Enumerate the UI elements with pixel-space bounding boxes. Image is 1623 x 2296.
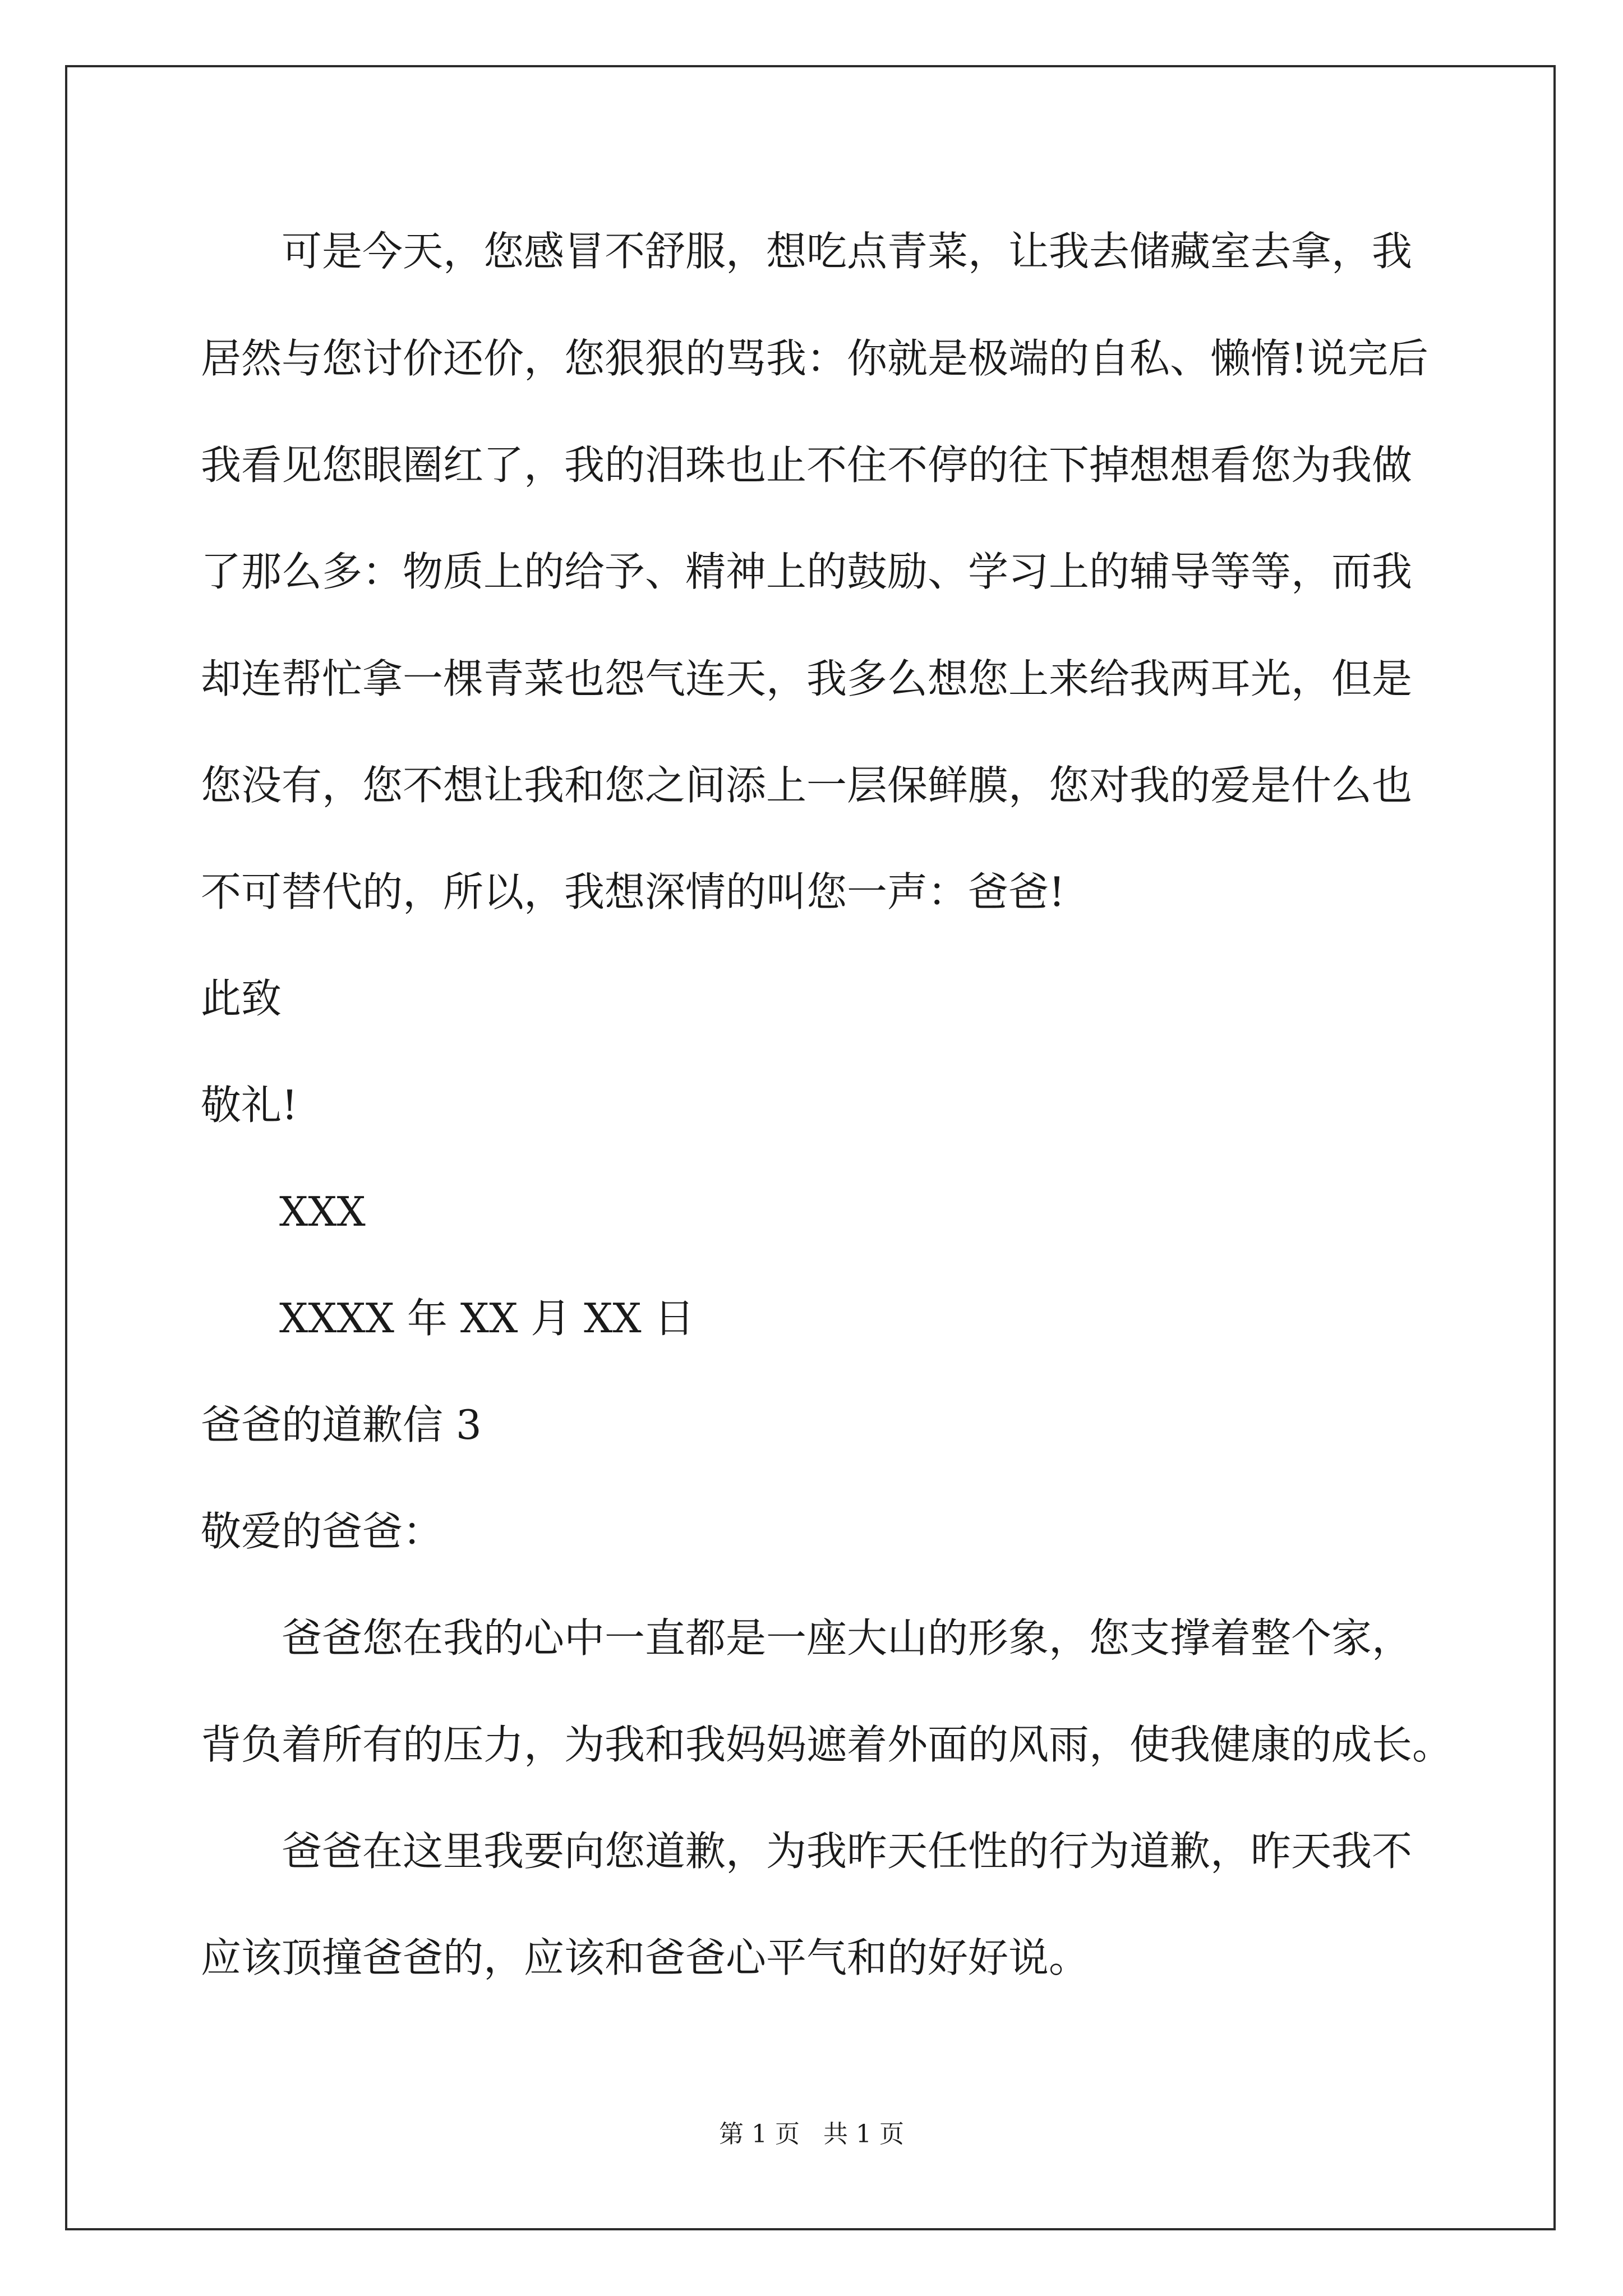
section-title: 爸爸的道歉信 3 — [201, 1401, 482, 1448]
page-border — [65, 65, 1556, 2230]
paragraph-3-line-2: 应该顶撞爸爸的，应该和爸爸心平气和的好好说。 — [201, 1934, 1090, 1981]
salutation: 敬爱的爸爸： — [201, 1508, 444, 1555]
closing-jing-li: 敬礼! — [201, 1082, 298, 1129]
paragraph-1-line-5: 却连帮忙拿一棵青菜也怨气连天，我多么想您上来给我两耳光，但是 — [201, 655, 1413, 702]
date: XXXX 年 XX 月 XX 日 — [279, 1295, 695, 1342]
paragraph-3-line-1: 爸爸在这里我要向您道歉，为我昨天任性的行为道歉，昨天我不 — [282, 1828, 1413, 1875]
page-footer: 第 1 页 共 1 页 — [719, 2120, 904, 2148]
paragraph-1-line-1: 可是今天，您感冒不舒服，想吃点青菜，让我去储藏室去拿，我 — [282, 228, 1413, 275]
closing-ci-zhi: 此致 — [201, 975, 282, 1022]
paragraph-1-line-3: 我看见您眼圈红了，我的泪珠也止不住不停的往下掉想想看您为我做 — [201, 441, 1413, 489]
paragraph-1-line-7: 不可替代的，所以，我想深情的叫您一声：爸爸! — [201, 868, 1065, 915]
signature: XXX — [279, 1188, 366, 1235]
paragraph-1-line-2: 居然与您讨价还价，您狠狠的骂我：你就是极端的自私、懒惰!说完后 — [201, 335, 1428, 382]
paragraph-2-line-1: 爸爸您在我的心中一直都是一座大山的形象，您支撑着整个家， — [282, 1614, 1413, 1662]
paragraph-1-line-6: 您没有，您不想让我和您之间添上一层保鲜膜，您对我的爱是什么也 — [201, 762, 1413, 809]
paragraph-2-line-2: 背负着所有的压力，为我和我妈妈遮着外面的风雨，使我健康的成长。 — [201, 1721, 1453, 1768]
paragraph-1-line-4: 了那么多：物质上的给予、精神上的鼓励、学习上的辅导等等，而我 — [201, 548, 1413, 595]
